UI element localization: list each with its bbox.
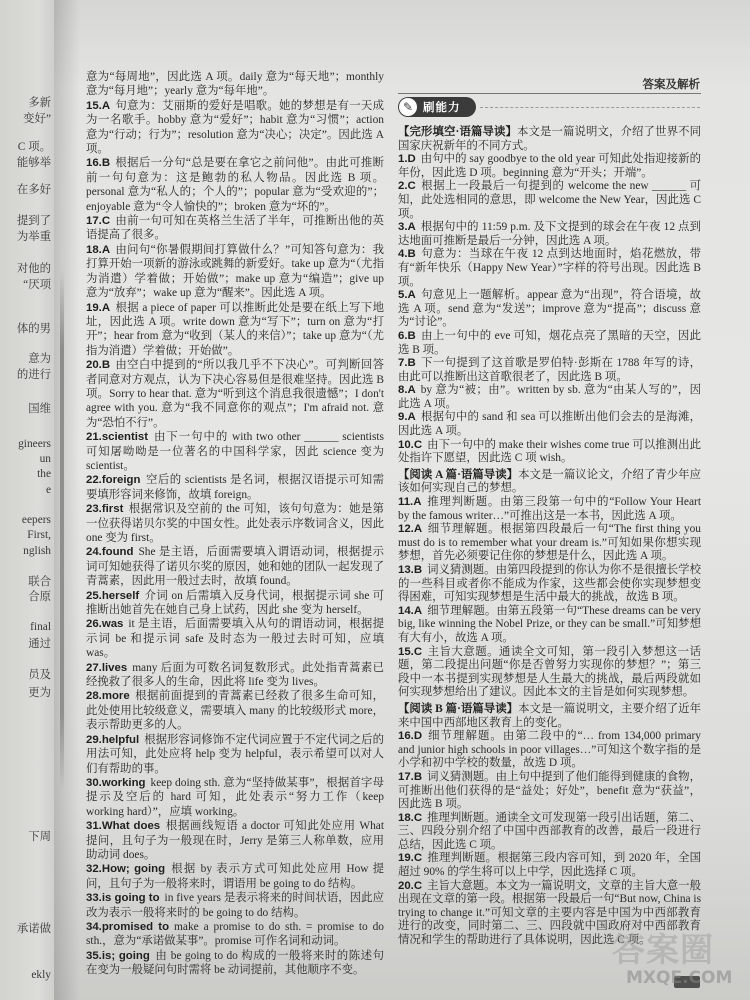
section-heading: 【阅读 A 篇·语篇导读】 [398,468,519,481]
item-explanation: 根据前面提到的青蒿素已经救了很多生命可知，此处使用比较级意义，需要填入 many 的比较级形式 more，表示帮助更多的人。 [86,690,384,732]
item-answer: How; going [101,863,166,876]
answer-item [86,920,384,949]
item-answer: A [407,411,416,424]
item-number: 28. [86,690,102,703]
item-explanation: 根据画线短语 a doctor 可知此处应用 What 提问，且句子为一般现在时，Jerry 是第三人称单数，应用助动词 does。 [86,820,384,861]
item-answer: found [101,546,134,559]
item-explanation: it 是主语，后面需要填入从句的谓语动词，根据提示词 be 和提示词 safe 及时态为一般过去时可知，应填 was。 [86,618,384,660]
answer-item [398,771,701,812]
item-answer: herself [101,589,140,602]
item-explanation: 推理判断题。由第三段第一句中的“Follow Your Heart by the famous writer…”可推出这是一本书，因此选 A 项。 [398,496,701,522]
section-intro: 本文是一篇说明文，介绍了世界不同国家庆祝新年的不同方式。 [398,126,701,152]
item-answer: helpful [101,733,140,746]
margin-fragment: 通过 [28,638,51,650]
item-answer: C [413,645,423,658]
margin-fragment: 多新 [28,97,51,109]
item-number: 27. [86,661,102,674]
item-answer: C [413,438,423,451]
answer-item [398,564,701,605]
answer-item [398,289,701,330]
item-number: 23. [86,503,102,516]
item-answer: working [101,776,146,789]
item-number: 7. [398,357,408,370]
item-answer: A [407,384,416,397]
item-number: 16. [86,157,102,170]
item-number: 6. [398,329,408,342]
item-answer: A [413,604,423,617]
answer-item [86,301,384,359]
item-explanation: 根据句中的 sand 和 sea 可以推断出他们会去的是海滩，因此选 A 项。 [398,411,701,438]
item-number: 32. [86,863,102,876]
answer-item [398,248,701,289]
margin-fragment: 合原 [28,591,51,603]
answer-item [86,661,384,690]
margin-fragment: final [30,621,51,633]
answer-item [398,730,701,771]
item-answer: C [413,811,423,824]
item-explanation: 根据 by 表示方式可知此处应用 How 提问，且句子为一般将来时，谓语用 be going to do 结构。 [86,863,384,890]
answer-item [398,411,701,438]
answer-item [398,221,701,248]
item-number: 19. [86,301,102,314]
answer-item [398,439,701,466]
item-answer: was [101,618,124,631]
margin-fragment: “厌项 [23,279,51,291]
item-number: 35. [86,949,102,962]
item-answer: A [101,243,111,256]
item-answer: lives [101,661,128,674]
item-number: 8. [398,384,408,397]
margin-fragment: un [39,453,51,465]
answer-item [86,243,384,301]
item-number: 14. [398,604,414,617]
item-explanation: 根据句中的 11:59 p.m. 及下文提到的球会在午夜 12 点到达地面可推断是最后一分钟，因此选 A 项。 [398,221,701,247]
item-answer: A [407,289,416,302]
answer-item [86,473,384,502]
margin-fragment: 员及 [28,669,51,681]
item-answer: What does [101,820,161,833]
answer-item [398,523,701,564]
item-answer: B [413,564,423,576]
item-answer: first [101,503,124,516]
item-explanation: 介词 on 后需填入反身代词，根据提示词 she 可推断出她首先在她自己身上试药，因此 she 变为 herself。 [86,589,384,617]
item-answer: C [413,879,423,892]
item-number: 31. [86,820,102,833]
item-explanation: 根据后一分句“总是要在拿它之前问他”。由此可推断前一句句意为：这是鲍勃的私人物品。因此选 B 项。personal 意为“私人的；个人的”；popular 意为“受欢迎的”；enjoyable 意为“令人愉快的”；broken 意为“坏的”。 [86,157,384,213]
answer-item [398,357,701,384]
adjacent-page-edge [0,0,54,1000]
margin-fragment: First, [27,529,51,541]
item-explanation: 句意为：艾丽斯的爱好是唱歌。她的梦想是有一天成为一名歌手。hobby 意为“爱好”；habit 意为“习惯”；action 意为“行动；行为”；resolution 意为“决心；决定”。因此选 A 项。 [86,99,384,156]
item-answer: is; going [101,949,150,962]
margin-fragment: nglish [23,545,51,557]
item-number: 3. [398,221,408,234]
item-explanation: 推理判断题。通读全文可发现第一段引出话题，第二、三、四段分别介绍了中国中西部教育的改善，最后一段进行总结，因此选 C 项。 [398,811,701,851]
answer-item [86,358,384,430]
item-explanation: She 是主语，后面需要填入谓语动词，根据提示词可知她获得了诺贝尔奖的原因，她和她的团队一起发现了青蒿素，因此用一般过去时，故填 found。 [86,546,384,588]
answer-item [86,862,384,891]
section-guide [398,469,701,496]
answer-item [86,819,384,862]
item-explanation: 由 be going to do 构成的一般将来时的陈述句在变为一般疑问句时需将 be 动词提前，其他顺序不变。 [86,949,384,977]
item-explanation: 空后的 scientists 是名词，根据汉语提示可知需要填形容词来修饰，故填 foreign。 [86,474,384,501]
item-explanation: 由前一句可知在英格兰生活了半年，可推断出他的英语提高了很多。 [86,215,384,242]
item-explanation: 由下一句中的 make their wishes come true 可以推测出此处指许下愿望，因此选 C 项 wish。 [398,438,701,465]
item-number: 34. [86,920,102,933]
margin-fragment: 对他的 [16,263,51,275]
item-answer: B [407,248,416,261]
brush-icon: ✎ [399,98,417,116]
item-explanation: make a promise to do sth. = promise to do sth.，意为“承诺做某事”。promise 可作名词和动词。 [86,920,384,948]
margin-fragment: ekly [31,969,51,981]
item-explanation: 词义猜测题。由上句中提到了他们能得到健康的食物，可推断出他们获得的是“益处；好处”，benefit 意为“获益”，因此选 B 项。 [398,770,701,811]
section-intro: 本文是一篇说明文，主要介绍了近年来中国中西部地区教育上的变化。 [398,702,701,729]
margin-fragment: C 项。 [17,141,51,153]
item-number: 19. [398,852,414,865]
item-explanation: 由空白中提到的“所以我几乎不下决心”。可判断回答者同意对方观点，认为下决心容易但是很难坚持。因此选 B 项。Sorry to hear that. 意为“听到这个消息我很遗憾”；I don't agree with you. 意为“我不同意你的观点”；I'm afraid not. 意为“恐怕不行”。 [86,359,384,429]
answer-item [86,776,384,819]
margin-fragment: the [37,468,51,480]
item-number: 26. [86,618,102,631]
binding-mark [60,270,64,790]
answer-item [86,545,384,588]
answer-item [86,214,384,243]
item-number: 17. [86,215,102,228]
margin-fragment: gineers [18,438,51,450]
answer-item [398,496,701,523]
left-column [86,70,384,994]
margin-fragment: e [45,484,51,496]
watermark-logo: 答案圈 [612,930,714,969]
item-answer: C [101,215,111,228]
margin-fragment: 能够举 [16,157,51,169]
item-explanation: 句意见上一题解析。appear 意为“出现”，符合语境，故选 A 项。send 意为“发送”；improve 意为“提高”；discuss 意为“讨论”。 [398,289,701,329]
item-number: 13. [398,564,414,576]
item-number: 4. [398,248,408,261]
item-answer: A [413,496,422,509]
margin-fragment: 意为 [28,353,51,365]
margin-fragment: 的进行 [16,369,51,381]
item-explanation: by 意为“被；由”。written by sb. 意为“由某人写的”，因此选 A 项。 [398,384,701,410]
item-explanation: 细节理解题。由第五段第一句“These dreams can be very big, like winning the Nobel Prize, or they can be small.”可知梦想有大有小，故选 A 项。 [398,604,701,644]
item-explanation: 根据 a piece of paper 可以推断此处是要在纸上写下地址，因此选 A 项。write down 意为“写下”；turn on 意为“打开”；hear from 意为“收到（某人的来信）”；take up 意为“（尤指为消遣）学着做；开始做”。 [86,301,384,357]
item-answer: B [101,157,111,170]
badge-label: 刷能力 [423,100,461,114]
item-explanation: keep doing sth. 意为“坚持做某事”，根据首字母提示及空后的 hard 可知，此处表示“努力工作（keep working hard）”，应填 working。 [86,776,384,818]
item-answer: is going to [101,892,160,905]
margin-fragment: 变好” [23,113,51,125]
item-explanation: many 后面为可数名词复数形式。此处指青蒿素已经挽救了很多人的生命，因此将 life 变为 lives。 [86,661,384,689]
item-number: 18. [398,811,414,824]
item-explanation: 句意为：当球在午夜 12 点到达地面时，焰花燃放，带有“新年快乐（Happy New Year）”字样的符号出现。因此选 B 项。 [398,248,701,288]
item-number: 9. [398,411,408,424]
margin-fragment: 下周 [28,831,51,843]
answer-item [86,891,384,920]
item-number: 18. [86,243,102,256]
margin-fragment: 国维 [28,403,51,415]
answer-item [86,430,384,473]
badge-divider [480,107,700,108]
item-number: 1. [398,153,408,166]
answer-item [398,852,701,879]
answer-item [398,384,701,411]
margin-fragment: 体的男 [16,323,51,335]
item-number: 2. [398,180,408,193]
answer-item [86,589,384,618]
item-number: 17. [398,770,414,783]
item-number: 16. [398,730,414,743]
margin-fragment: 为举重 [16,231,51,243]
margin-fragment: 更为 [28,687,51,699]
item-explanation: in five years 是表示将来的时间状语，因此应改为表示一般将来时的 be going to do 结构。 [86,892,384,919]
item-number: 20. [86,359,102,372]
item-number: 10. [398,438,414,451]
answer-item [86,156,384,214]
item-explanation: 细节理解题。由第二段中的“… from 134,000 primary and junior high schools in poor villages…”可知这个数字指的是小学和初中学校的数量，故选 D 项。 [398,730,701,770]
item-number: 29. [86,733,102,746]
answer-item [86,733,384,776]
item-explanation: 根据形容词修饰不定代词应置于不定代词之后的用法可知，此处应将 help 变为 helpful，表示希望可以对人们有帮助的事。 [86,733,384,775]
section-guide [398,703,701,730]
answer-item [398,812,701,853]
item-answer: B [413,770,423,783]
item-answer: A [101,301,111,314]
item-answer: B [101,359,111,372]
answer-item [86,502,384,545]
item-number: 24. [86,546,102,559]
item-explanation: 主旨大意题。本文为一篇说明文，文章的主旨大意一般出现在文章的第一段。根据第一段最后一句“But now, China is trying to change it.”可知文章的主要内容是中国为中西部教育进行的改变，同时第二、三、四段就中国政府对中西部教育情况和学生的帮助进行了具体说明，因此选 C 项。 [398,879,701,947]
section-intro: 本文是一篇议论文，介绍了青少年应该如何实现自己的梦想。 [398,468,701,495]
item-answer: A [407,221,416,234]
item-number: 11. [398,496,414,509]
item-answer: A [101,99,111,112]
item-explanation: 下一句提到了这首歌是罗伯特·彭斯在 1788 年写的诗，由此可以推断出这首歌很老了，因此选 B 项。 [398,357,701,383]
item-explanation: 由下一句中的 with two other ______ scientists 可知屠呦呦是一位著名的中国科学家，因此 science 变为 scientist。 [86,431,384,472]
item-number: 15. [86,99,102,112]
item-answer: C [413,852,423,865]
answer-item [86,689,384,732]
item-explanation: 由句中的 say goodbye to the old year 可知此处指迎接新的年份，因此选 D 项。beginning 意为“开头；开端”。 [398,153,701,179]
margin-fragment: 承诺做 [16,923,51,935]
item-number: 20. [398,879,414,892]
section-badge [398,97,476,117]
item-explanation: 主旨大意题。通读全文可知，第一段引入梦想这一话题，第二段提出问题“你是否曾努力实现你的梦想？”；第三段中一本书提到实现梦想是人生最大的挑战，最后两段就如何实现梦想给出了建议。因此本文的主旨是如何实现梦想。 [398,645,701,699]
binding-gutter-shadow [54,0,80,1000]
answer-item [86,617,384,660]
item-answer: D [413,730,423,743]
item-explanation: 根据上一段最后一句提到的 welcome the new ______ 可知，此处选相同的意思，即 welcome the New Year，因此选 C 项。 [398,180,701,220]
section-heading: 【阅读 B 篇·语篇导读】 [398,702,519,715]
item-explanation: 由上一句中的 eve 可知，烟花点亮了黑暗的天空，因此选 B 项。 [398,329,701,356]
page-header-title: 答案及解析 [642,77,700,91]
item-explanation: 推理判断题。根据第三段内容可知，到 2020 年，全国超过 90% 的学生将可以上中学，因此选择 C 项。 [398,852,701,879]
answer-item [398,153,701,180]
answer-item [398,180,701,221]
answer-item [398,646,701,700]
watermark-site: MXQE.COM [626,968,733,988]
item-answer: scientist [101,431,149,444]
item-answer: promised to [101,920,170,933]
item-number: 12. [398,523,414,536]
header-divider [398,93,701,94]
item-number: 15. [398,645,414,658]
continuation-text: 意为“每周地”，因此选 A 项。daily 意为“每天地”；monthly 意为“每月地”；yearly 意为“每年地”。 [86,71,384,98]
item-number: 30. [86,776,102,789]
item-number: 33. [86,892,102,905]
item-answer: C [407,180,416,193]
item-explanation: 细节理解题。根据第四段最后一句“The first thing you must do is to remember what your dream is.”可知如果你想实现梦想，首先必须要记住你的梦想是什么，因此选 A 项。 [398,523,701,563]
answer-item [398,605,701,646]
item-number: 22. [86,474,102,487]
item-answer: more [101,690,130,703]
item-answer: B [407,329,416,342]
item-answer: D [407,153,416,166]
answer-item [86,99,384,157]
section-heading: 【完形填空·语篇导读】 [398,126,517,138]
item-number: 21. [86,431,102,444]
answer-item [86,949,384,978]
item-explanation: 由问句“你暑假期间打算做什么？”可知答句意为：我打算开始一项新的游泳或跳舞的新爱好。take up 意为“（尤指为消遣）学着做；开始做”；make up 意为“编造”；give up 意为“放弃”；wake up 意为“醒来”。因此选 A 项。 [86,243,384,300]
margin-fragment: eepers [21,514,51,526]
item-answer: foreign [101,474,141,487]
answer-item [398,330,701,357]
margin-fragment: 联合 [28,576,51,588]
margin-fragment: 在多好 [16,184,51,196]
section-guide [398,126,701,153]
item-number: 5. [398,289,408,302]
margin-fragment: 提到了 [16,215,51,227]
right-column [398,123,701,993]
item-explanation: 根据常识及空前的 the 可知，该句句意为：她是第一位获得诺贝尔奖的中国女性。此处表示序数词含义，因此 one 变为 first。 [86,503,384,544]
item-number: 25. [86,589,102,602]
item-answer: B [407,357,416,370]
item-answer: A [413,523,423,536]
item-explanation: 词义猜测题。由第四段提到的你认为你不是很擅长学校的一些科目或者你不能成为作家，这些都会使你实现梦想变得困难，可知实现梦想是生活中最大的挑战，故选 B 项。 [398,564,701,604]
